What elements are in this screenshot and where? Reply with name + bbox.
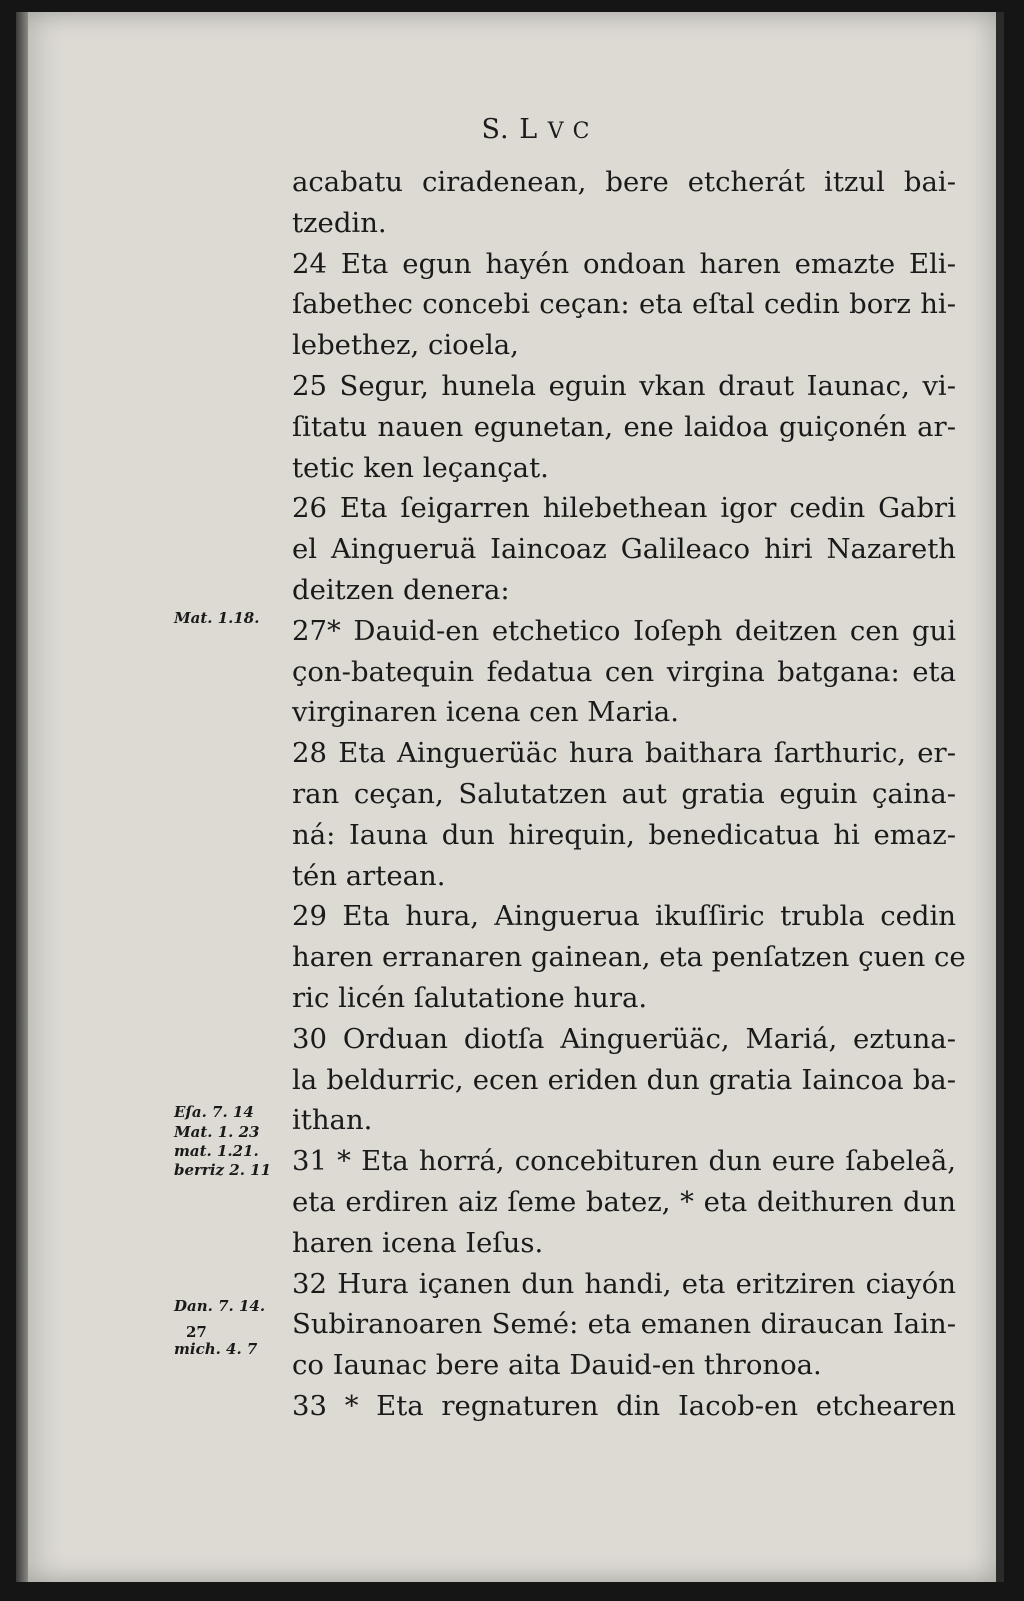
- text-line: deitzen denera:: [292, 573, 510, 606]
- text-line: 25 Segur, hunela eguin vkan draut Iaunac, vi-: [292, 369, 956, 402]
- body-text: [292, 162, 966, 1427]
- text-line: tén artean.: [292, 859, 446, 892]
- margin-note-esa: Eſa. 7. 14: [174, 1103, 254, 1121]
- margin-note-berriz: berriz 2. 11: [174, 1161, 272, 1179]
- text-line: Subiranoaren Semé: eta emanen diraucan Iain-: [292, 1308, 956, 1341]
- text-line: 26 Eta ſeigarren hilebethean igor cedin Gabri: [292, 492, 956, 525]
- text-line: ran ceçan, Salutatzen aut gratia eguin çaina-: [292, 777, 956, 810]
- running-header: [16, 114, 996, 145]
- text-line: 27* Dauid-en etchetico Ioſeph deitzen cen gui: [292, 614, 956, 647]
- text-line: la beldurric, ecen eriden dun gratia Iaincoa ba-: [292, 1063, 956, 1096]
- text-line: ſitatu nauen egunetan, ene laidoa guiçonén ar-: [292, 410, 956, 443]
- text-line: tzedin.: [292, 206, 387, 239]
- text-line: çon-batequin fedatua cen virgina batgana: eta: [292, 655, 956, 688]
- page-gutter: [16, 12, 28, 1582]
- margin-note-mat-1-18: Mat. 1.18.: [174, 609, 260, 627]
- margin-note-mat-1-21: mat. 1.21.: [174, 1142, 259, 1160]
- text-line: acabatu ciradenean, bere etcherát itzul bai-: [292, 166, 956, 198]
- text-line: 32 Hura içanen dun handi, eta eritziren ciayón: [292, 1267, 956, 1300]
- text-line: ſabethec concebi ceçan: eta eſtal cedin borz hi-: [292, 288, 956, 321]
- text-line: ithan.: [292, 1104, 373, 1137]
- text-line: 24 Eta egun hayén ondoan haren emazte Eli-: [292, 247, 956, 280]
- book-page: [16, 12, 1004, 1582]
- text-line: haren erranaren gainean, eta penſatzen çuen ce: [292, 941, 966, 974]
- text-line: eta erdiren aiz ſeme batez, * eta deithuren dun: [292, 1185, 956, 1218]
- text-line: ná: Iauna dun hirequin, benedicatua hi emaz-: [292, 818, 956, 851]
- text-line: 29 Eta hura, Ainguerua ikuſſiric trubla cedin: [292, 900, 956, 933]
- text-line: 28 Eta Ainguerüäc hura baithara ſarthuric, er-: [292, 737, 956, 770]
- text-line: el Aingueruä Iaincoaz Galileaco hiri Nazareth: [292, 533, 956, 566]
- text-line: 33 * Eta regnaturen din Iacob-en etchearen: [292, 1389, 956, 1422]
- text-line: 30 Orduan diotſa Ainguerüäc, Mariá, eztuna-: [292, 1022, 956, 1055]
- text-line: tetic ken leçançat.: [292, 451, 549, 484]
- text-line: 31 * Eta horrá, concebituren dun eure ſabeleã,: [292, 1145, 956, 1178]
- margin-note-mat-1-23: Mat. 1. 23: [174, 1123, 260, 1141]
- margin-note-27: 27: [186, 1323, 207, 1341]
- text-line: haren icena Ieſus.: [292, 1226, 544, 1259]
- margin-note-mich: mich. 4. 7: [174, 1340, 258, 1358]
- margin-note-dan: Dan. 7. 14.: [174, 1297, 266, 1315]
- text-line: lebethez, cioela,: [292, 329, 519, 362]
- text-line: co Iaunac bere aita Dauid-en thronoa.: [292, 1349, 822, 1382]
- header-suffix: V C: [547, 119, 591, 144]
- text-line: virginaren icena cen Maria.: [292, 696, 679, 729]
- text-line: ric licén ſalutatione hura.: [292, 981, 648, 1014]
- header-book: S. L: [481, 114, 539, 145]
